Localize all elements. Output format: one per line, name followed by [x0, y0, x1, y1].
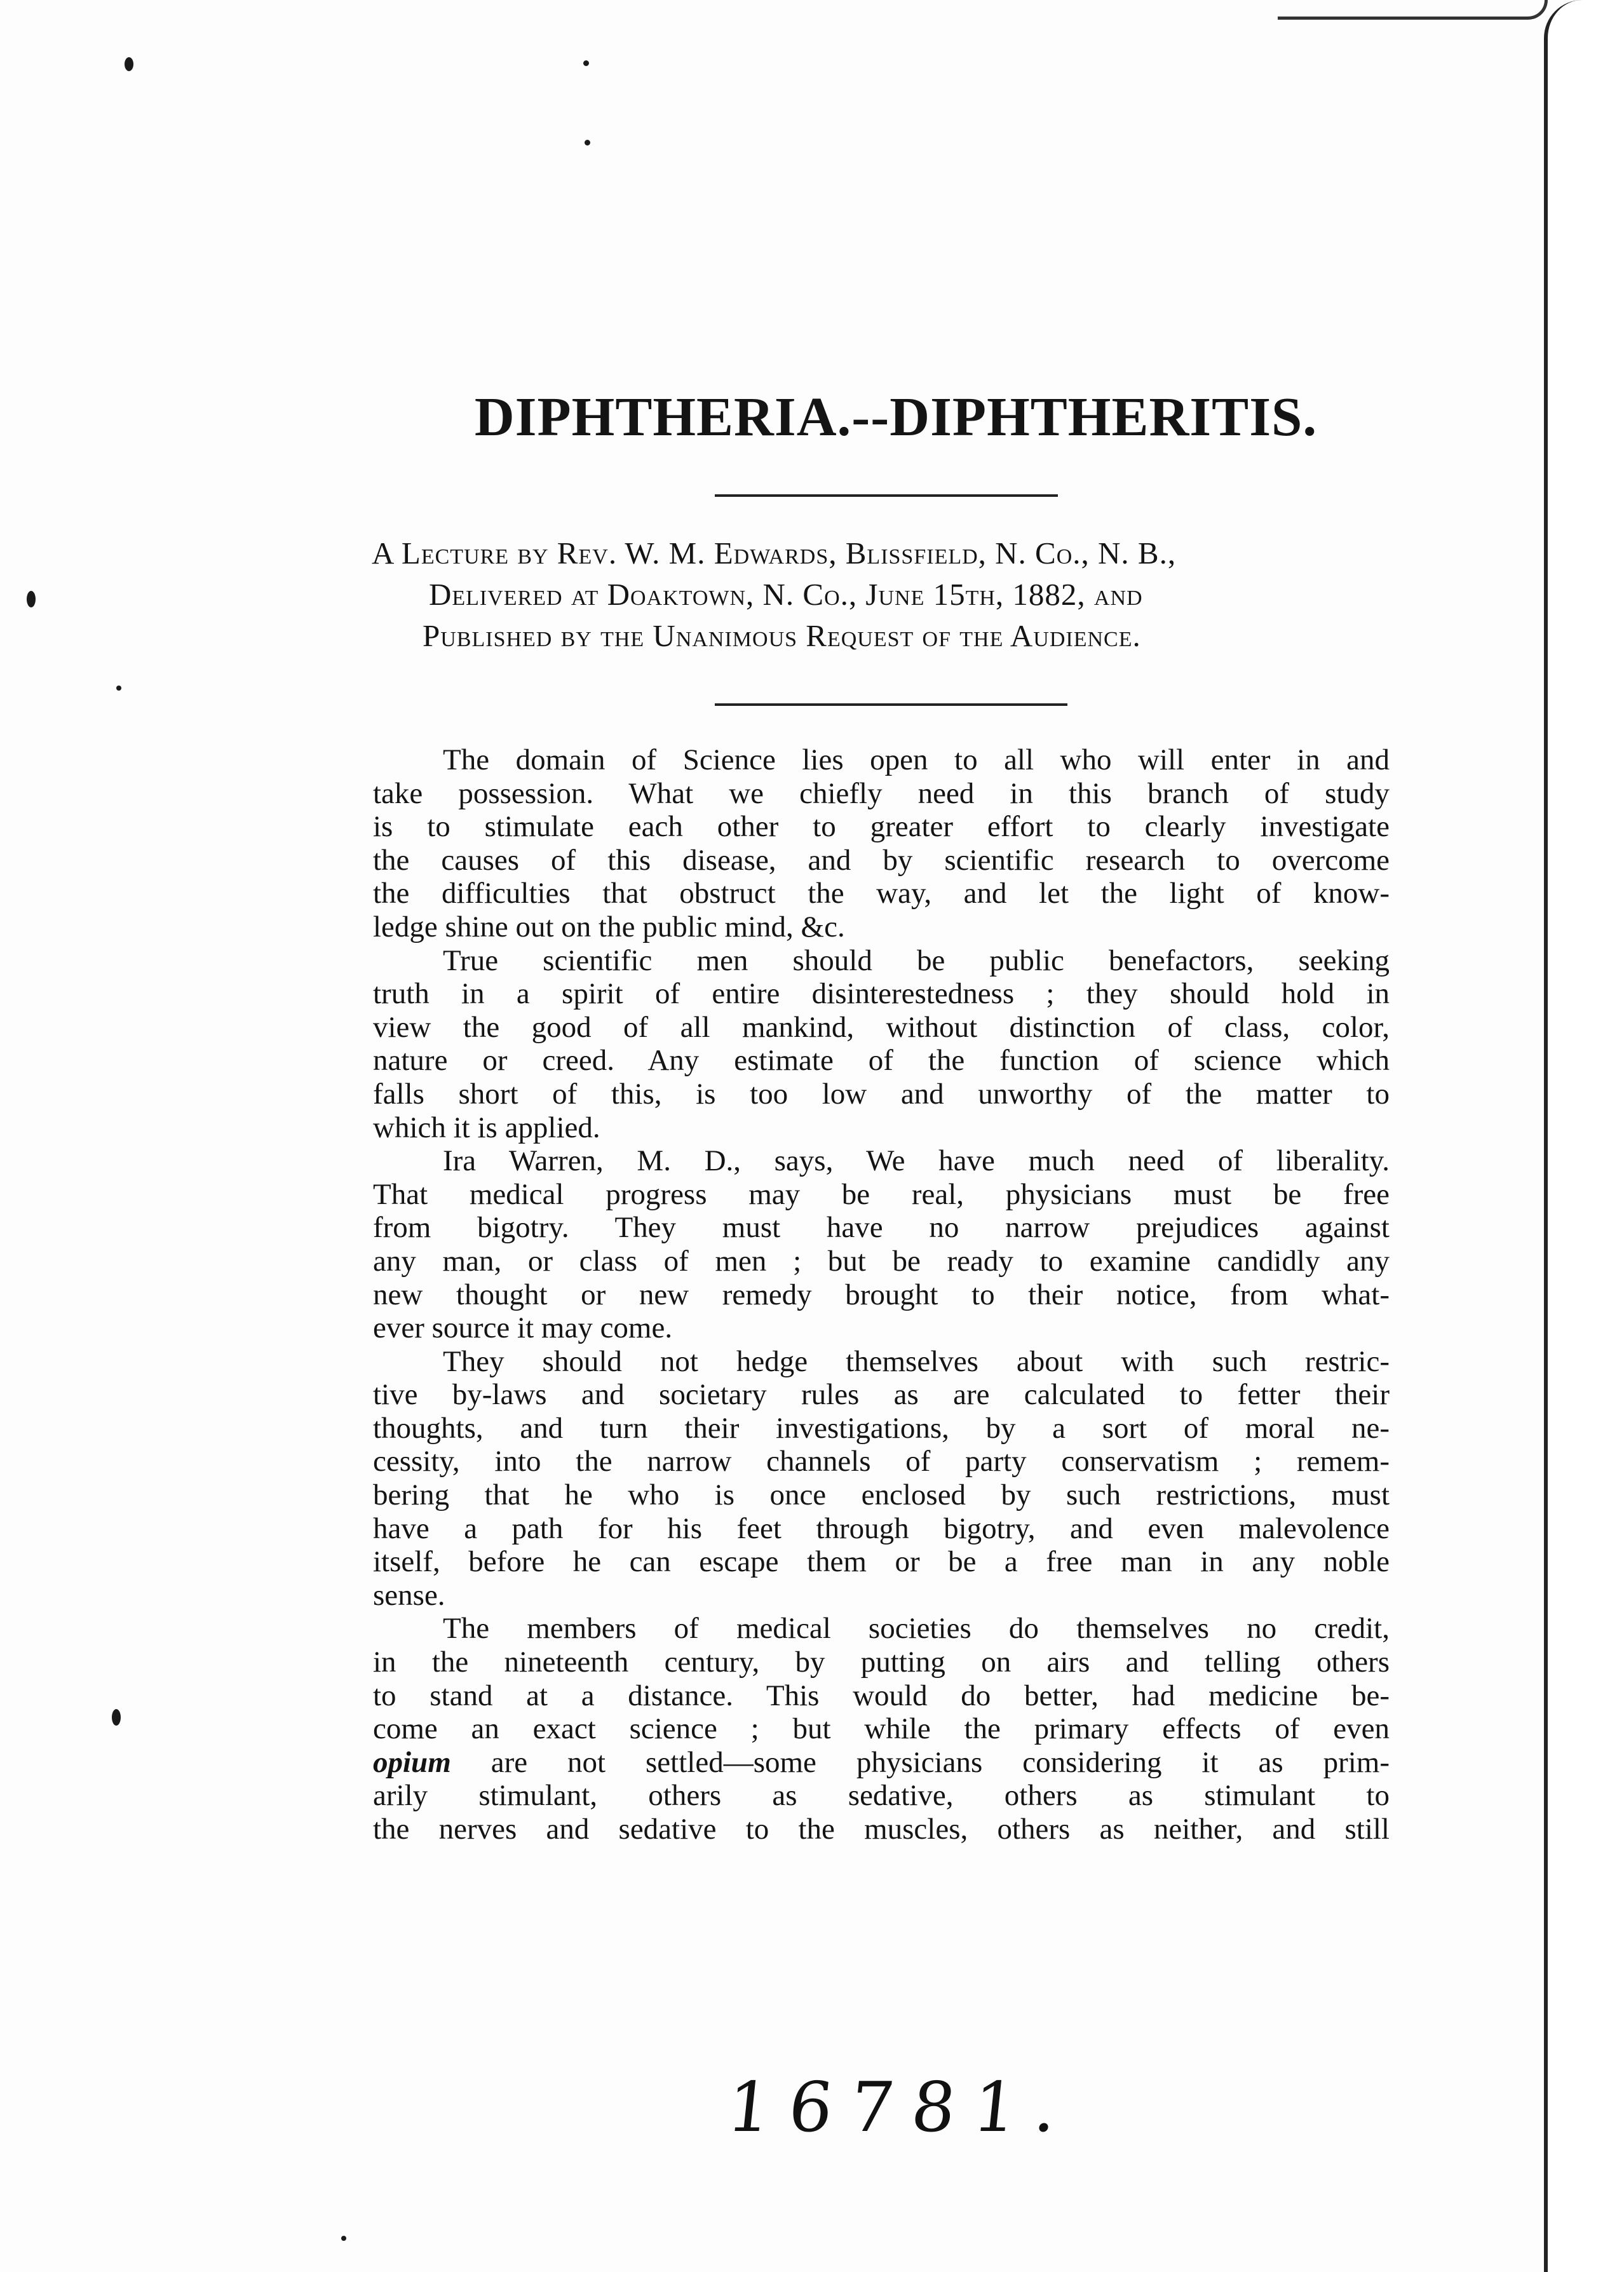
text-line: the difficulties that obstruct the way, and let the light of know-: [373, 877, 1390, 910]
byline-line: Published by the Unanimous Request of the Audience.: [423, 618, 1141, 653]
text-line: falls short of this, is too low and unworthy of the matter to: [373, 1077, 1390, 1111]
text-line: have a path for his feet through bigotry, and even malevolence: [373, 1511, 1390, 1545]
lecture-byline: [372, 532, 1388, 656]
text-line: bering that he who is once enclosed by such restrictions, must: [373, 1478, 1390, 1512]
text-line: Ira Warren, M. D., says, We have much need of liberality.: [443, 1144, 1390, 1178]
text-line: cessity, into the narrow channels of party conservatism ; remem-: [373, 1445, 1390, 1478]
text-line: ever source it may come.: [373, 1311, 673, 1345]
text-line: The members of medical societies do themselves no credit,: [443, 1612, 1390, 1646]
text-line: view the good of all mankind, without distinction of class, color,: [373, 1010, 1390, 1044]
text-line: take possession. What we chiefly need in this branch of study: [373, 776, 1390, 810]
ink-spot: [583, 60, 589, 66]
text-line: ledge shine out on the public mind, &c.: [373, 910, 845, 943]
text-line: opium are not settled—some physicians considering it as prim-: [373, 1745, 1390, 1779]
text-line: True scientific men should be public benefactors, seeking: [443, 943, 1390, 977]
ink-spot: [341, 2236, 346, 2241]
text-line: the causes of this disease, and by scientific research to overcome: [373, 843, 1390, 877]
byline-line: A Lecture by Rev. W. M. Edwards, Blissfield, N. Co., N. B.,: [372, 536, 1177, 571]
text-line: new thought or new remedy brought to their notice, from what-: [373, 1278, 1390, 1311]
text-line: The domain of Science lies open to all who will enter in and: [443, 743, 1390, 776]
text-line: itself, before he can escape them or be a free man in any noble: [373, 1545, 1390, 1579]
text-line: nature or creed. Any estimate of the function of science which: [373, 1044, 1390, 1078]
byline-line: Delivered at Doaktown, N. Co., June 15th, 1882, and: [429, 577, 1143, 612]
ink-spot: [112, 1709, 121, 1726]
text-line: in the nineteenth century, by putting on airs and telling others: [373, 1646, 1390, 1679]
ink-spot: [27, 591, 36, 607]
text-line: thoughts, and turn their investigations, by a sort of moral ne-: [373, 1411, 1390, 1445]
text-line: That medical progress may be real, physicians must be free: [373, 1177, 1390, 1211]
ink-spot: [585, 140, 590, 145]
text-line: which it is applied.: [373, 1111, 600, 1144]
byline-rule: [715, 703, 1067, 706]
text-line: come an exact science ; but while the primary effects of even: [373, 1712, 1390, 1746]
text-line: truth in a spirit of entire disinterestedness ; they should hold in: [373, 977, 1390, 1011]
text-line: the nerves and sedative to the muscles, others as neither, and still: [373, 1813, 1390, 1846]
lecture-body: [373, 743, 1390, 1846]
ink-spot: [116, 686, 121, 691]
handwritten-catalog-number: 16781.: [723, 2068, 1079, 2147]
text-line: to stand at a distance. This would do better, had medicine be-: [373, 1679, 1390, 1712]
italic-word: opium: [373, 1745, 451, 1779]
text-line: sense.: [373, 1578, 445, 1612]
ink-spot: [125, 57, 133, 71]
text-line: from bigotry. They must have no narrow prejudices against: [373, 1211, 1390, 1245]
text-line: arily stimulant, others as sedative, others as stimulant to: [373, 1779, 1390, 1813]
text-line: is to stimulate each other to greater effort to clearly investigate: [373, 810, 1390, 844]
title-rule: [715, 494, 1058, 497]
page-edge-top: [1278, 0, 1548, 20]
text-line: tive by-laws and societary rules as are calculated to fetter their: [373, 1378, 1390, 1412]
text-line: any man, or class of men ; but be ready to examine candidly any: [373, 1244, 1390, 1278]
page-edge: [1544, 0, 1624, 2272]
document-title: DIPHTHERIA.--DIPHTHERITIS.: [474, 386, 1318, 447]
text-line: They should not hedge themselves about with such restric-: [443, 1344, 1390, 1378]
